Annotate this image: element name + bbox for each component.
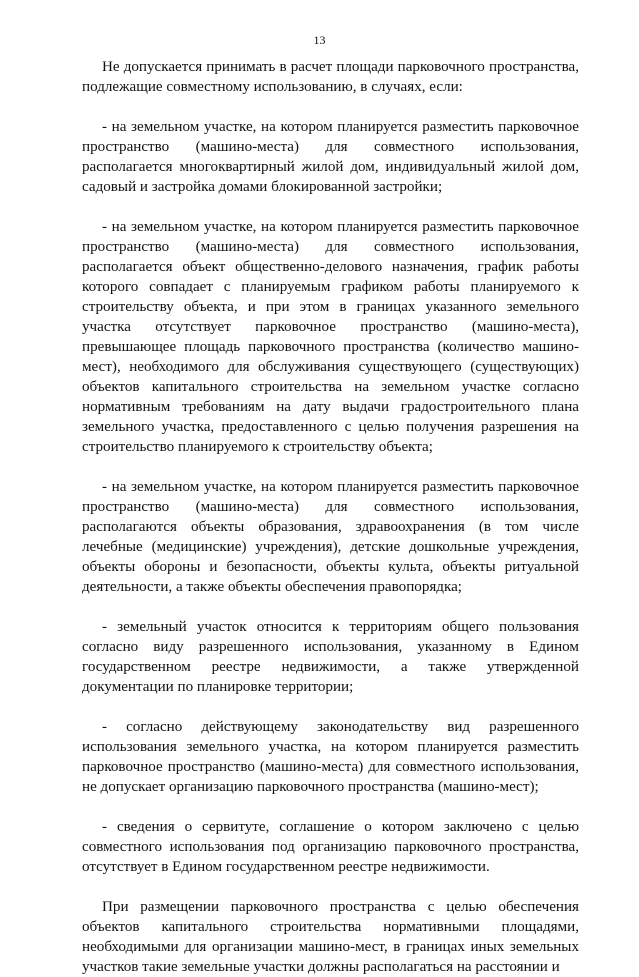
page-number: 13	[313, 33, 326, 47]
list-item-residential: - на земельном участке, на котором планируется разместить парковочное пространство (машино-места) для совместного использования, располагается многоквартирный жилой дом, индивидуальный жилой дом, садовый и застройка домами блокированной застройки;	[82, 119, 579, 195]
paragraph-placement: При размещении парковочного пространства с целью обеспечения объектов капитального строительства нормативными площадями, необходимыми для организации машино-мест, в границах иных земельных участков такие земельные участки должны располагаться на расстоянии и	[82, 899, 579, 975]
document-body	[82, 57, 579, 977]
paragraph-intro: Не допускается принимать в расчет площади парковочного пространства, подлежащие совместному использованию, в случаях, если:	[82, 59, 579, 95]
list-item-servitude: - сведения о сервитуте, соглашение о котором заключено с целью совместного использования под организацию парковочного пространства, отсутствует в Едином государственном реестре недвижимости.	[82, 819, 579, 875]
list-item-public-business: - на земельном участке, на котором планируется разместить парковочное пространство (машино-места) для совместного использования, располагается объект общественно-делового назначения, график работы которого совпадает с планируемым графиком работы планируемого к строительству объекта, и при этом в границах указанного земельного участка отсутствует парковочное пространство (машино-места), превышающее площадь парковочного пространства (количество машино-мест), необходимого для обслуживания существующего (существующих) объектов капитального строительства на земельном участке согласно нормативным требованиям на дату выдачи градостроительного плана земельного участка, предоставленного с целью получения разрешения на строительство планируемого к строительству объекта;	[82, 219, 579, 455]
list-item-education-health: - на земельном участке, на котором планируется разместить парковочное пространство (машино-места) для совместного использования, располагаются объекты образования, здравоохранения (в том числе лечебные (медицинские) учреждения), детские дошкольные учреждения, объекты обороны и безопасности, объекты культа, объекты ритуальной деятельности, а также объекты обеспечения правопорядка;	[82, 479, 579, 595]
list-item-permitted-use: - согласно действующему законодательству вид разрешенного использования земельного участка, на котором планируется разместить парковочное пространство (машино-места) для совместного использования, не допускает организацию парковочного пространства (машино-мест);	[82, 719, 579, 795]
list-item-public-territory: - земельный участок относится к территориям общего пользования согласно виду разрешенного использования, указанному в Едином государственном реестре недвижимости, а также утвержденной документации по планировке территории;	[82, 619, 579, 695]
